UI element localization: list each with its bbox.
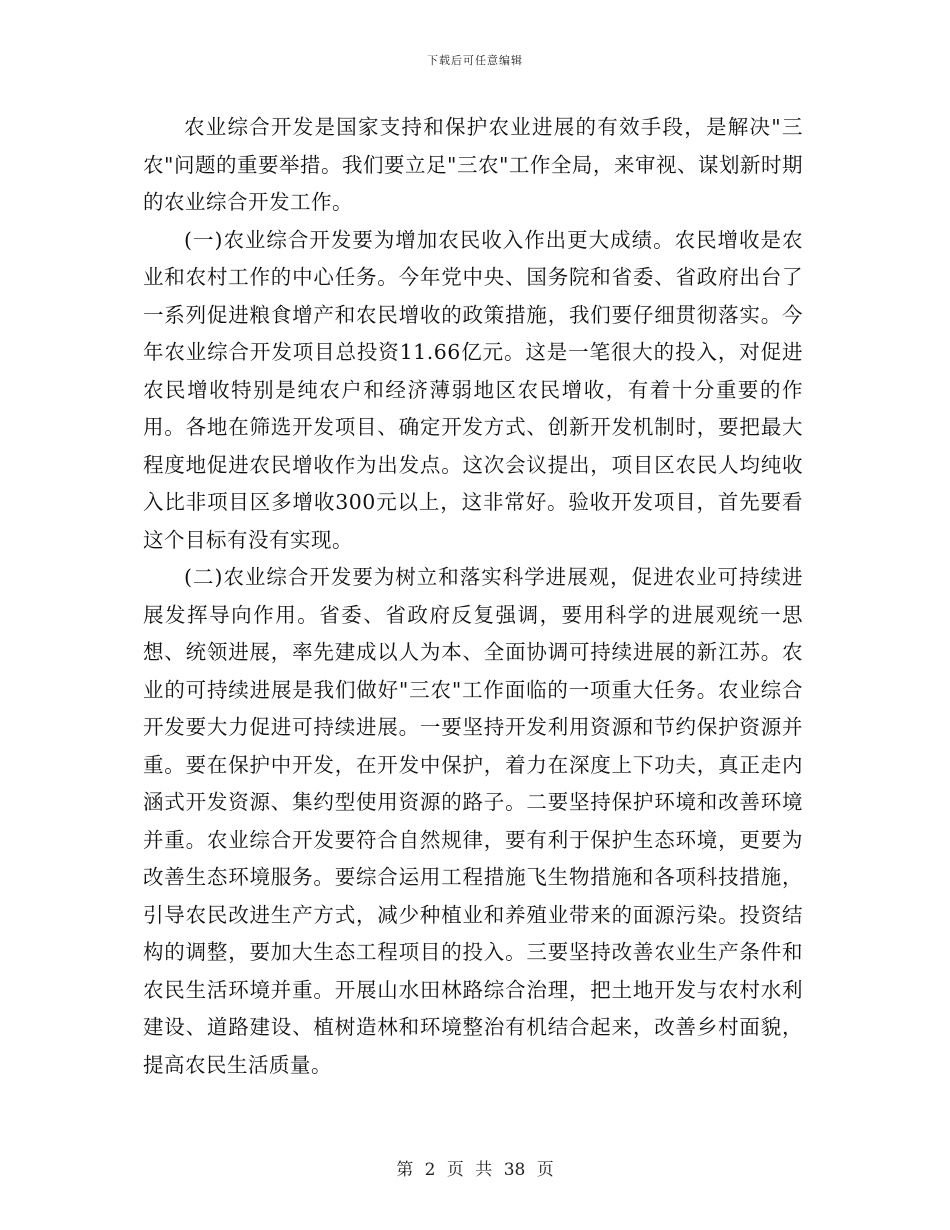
paragraph-intro: 农业综合开发是国家支持和保护农业进展的有效手段，是解决"三农"问题的重要举措。我们要立足"三农"工作全局，来审视、谋划新时期的农业综合开发工作。 bbox=[143, 115, 803, 214]
page-number-footer: 第 2 页 共 38 页 bbox=[396, 1160, 554, 1180]
document-body bbox=[143, 109, 803, 1084]
paragraph-section-1: (一)农业综合开发要为增加农民收入作出更大成绩。农民增收是农业和农村工作的中心任务。今年党中央、国务院和省委、省政府出台了一系列促进粮食增产和农民增收的政策措施，我们要仔细贯彻落实。今年农业综合开发项目总投资11.66亿元。这是一笔很大的投入，对促进农民增收特别是纯农户和经济薄弱地区农民增收，有着十分重要的作用。各地在筛选开发项目、确定开发方式、创新开发机制时，要把最大程度地促进农民增收作为出发点。这次会议提出，项目区农民人均纯收入比非项目区多增收300元以上，这非常好。验收开发项目，首先要看这个目标有没有实现。 bbox=[143, 227, 803, 552]
paragraph-section-2: (二)农业综合开发要为树立和落实科学进展观，促进农业可持续进展发挥导向作用。省委、省政府反复强调，要用科学的进展观统一思想、统领进展，率先建成以人为本、全面协调可持续进展的新江苏。农业的可持续进展是我们做好"三农"工作面临的一项重大任务。农业综合开发要大力促进可持续进展。一要坚持开发利用资源和节约保护资源并重。要在保护中开发，在开发中保护，着力在深度上下功夫，真正走内涵式开发资源、集约型使用资源的路子。二要坚持保护环境和改善环境并重。农业综合开发要符合自然规律，要有利于保护生态环境，更要为改善生态环境服务。要综合运用工程措施飞生物措施和各项科技措施，引导农民改进生产方式，减少种植业和养殖业带来的面源污染。投资结构的调整，要加大生态工程项目的投入。三要坚持改善农业生产条件和农民生活环境并重。开展山水田林路综合治理，把土地开发与农村水利建设、道路建设、植树造林和环境整治有机结合起来，改善乡村面貌，提高农民生活质量。 bbox=[143, 565, 803, 1077]
page-header: 下载后可任意编辑 bbox=[427, 54, 523, 67]
